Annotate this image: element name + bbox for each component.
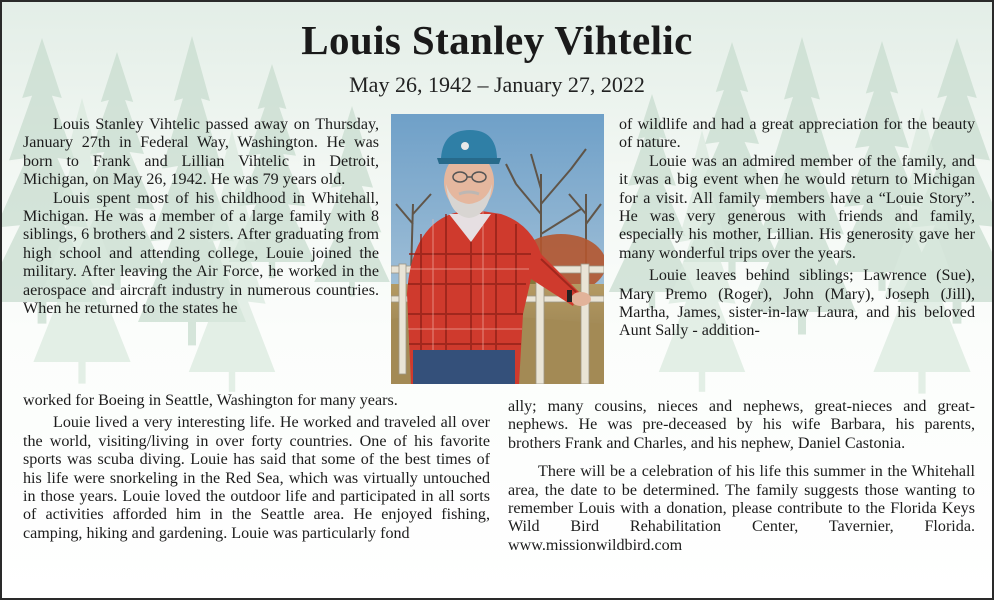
paragraph-passing: Louis Stanley Vihtelic passed away on Thursday, January 27th in Federal Way, Washington. He was born to Frank and Lillian Vihtelic in Detroit, Michigan, on May 26, 1942. He was 79 years old. xyxy=(23,116,379,189)
paragraph-survivors-continued: ally; many cousins, nieces and nephews, great-nieces and great-nephews. He was pre-deceased by his wife Barbara, his parents, brothers Frank and Charles, and his nephew, Daniel Castonia. xyxy=(508,398,975,452)
paragraph-nature-continued: of wildlife and had a great appreciation for the beauty of nature. xyxy=(619,116,975,152)
paragraph-celebration: There will be a celebration of his life this summer in the Whitehall area, the date to be determined. The family suggests those wanting to remember Louis with a donation, please contribute to the Florida Keys Wild Bird Rehabilitation Center, Tavernier, Florida. www.missionwildbird.com xyxy=(508,463,975,554)
life-dates: May 26, 1942 – January 27, 2022 xyxy=(349,72,645,97)
paragraph-travels: Louie lived a very interesting life. He worked and traveled all over the world, visiting/living in over forty countries. One of his favorite sports was scuba diving. Louie has said that some of the best times of his life were snorkeling in the Red Sea, which was virtually untouched in those years. Louie loved the outdoor life and participated in all sorts of activities afforded him in the Seattle area. He enjoyed fishing, camping, hiking and gardening. Louie was particularly fond xyxy=(23,414,490,542)
column-right-bottom xyxy=(508,398,975,555)
paragraph-childhood-continued: worked for Boeing in Seattle, Washington for many years. xyxy=(23,392,398,409)
paragraph-childhood: Louis spent most of his childhood in Whitehall, Michigan. He was a member of a large family with 8 siblings, 6 brothers and 2 sisters. After graduating from high school and attending college, Louie joined the military. After leaving the Air Force, he worked in the aerospace and aircraft industry in numerous countries. When he returned to the states he xyxy=(23,189,379,318)
deceased-name-heading: Louis Stanley Vihtelic xyxy=(301,17,693,63)
column-right-top xyxy=(619,116,975,341)
paragraph-family: Louie was an admired member of the family, and it was a big event when he would return to Michigan for a visit. All family members have a “Louie Story”. He was very generous with friends and family, especially his mother, Lillian. His generosity gave her many wonderful trips over the years. xyxy=(619,152,975,262)
portrait-photo xyxy=(391,114,604,384)
paragraph-survivors: Louie leaves behind siblings; Lawrence (Sue), Mary Premo (Roger), John (Mary), Joseph (Jill), Martha, James, sister-in-law Laura, and his beloved Aunt Sally - addition- xyxy=(619,267,975,340)
column-left-top xyxy=(23,116,379,318)
column-left-bottom xyxy=(23,392,490,543)
